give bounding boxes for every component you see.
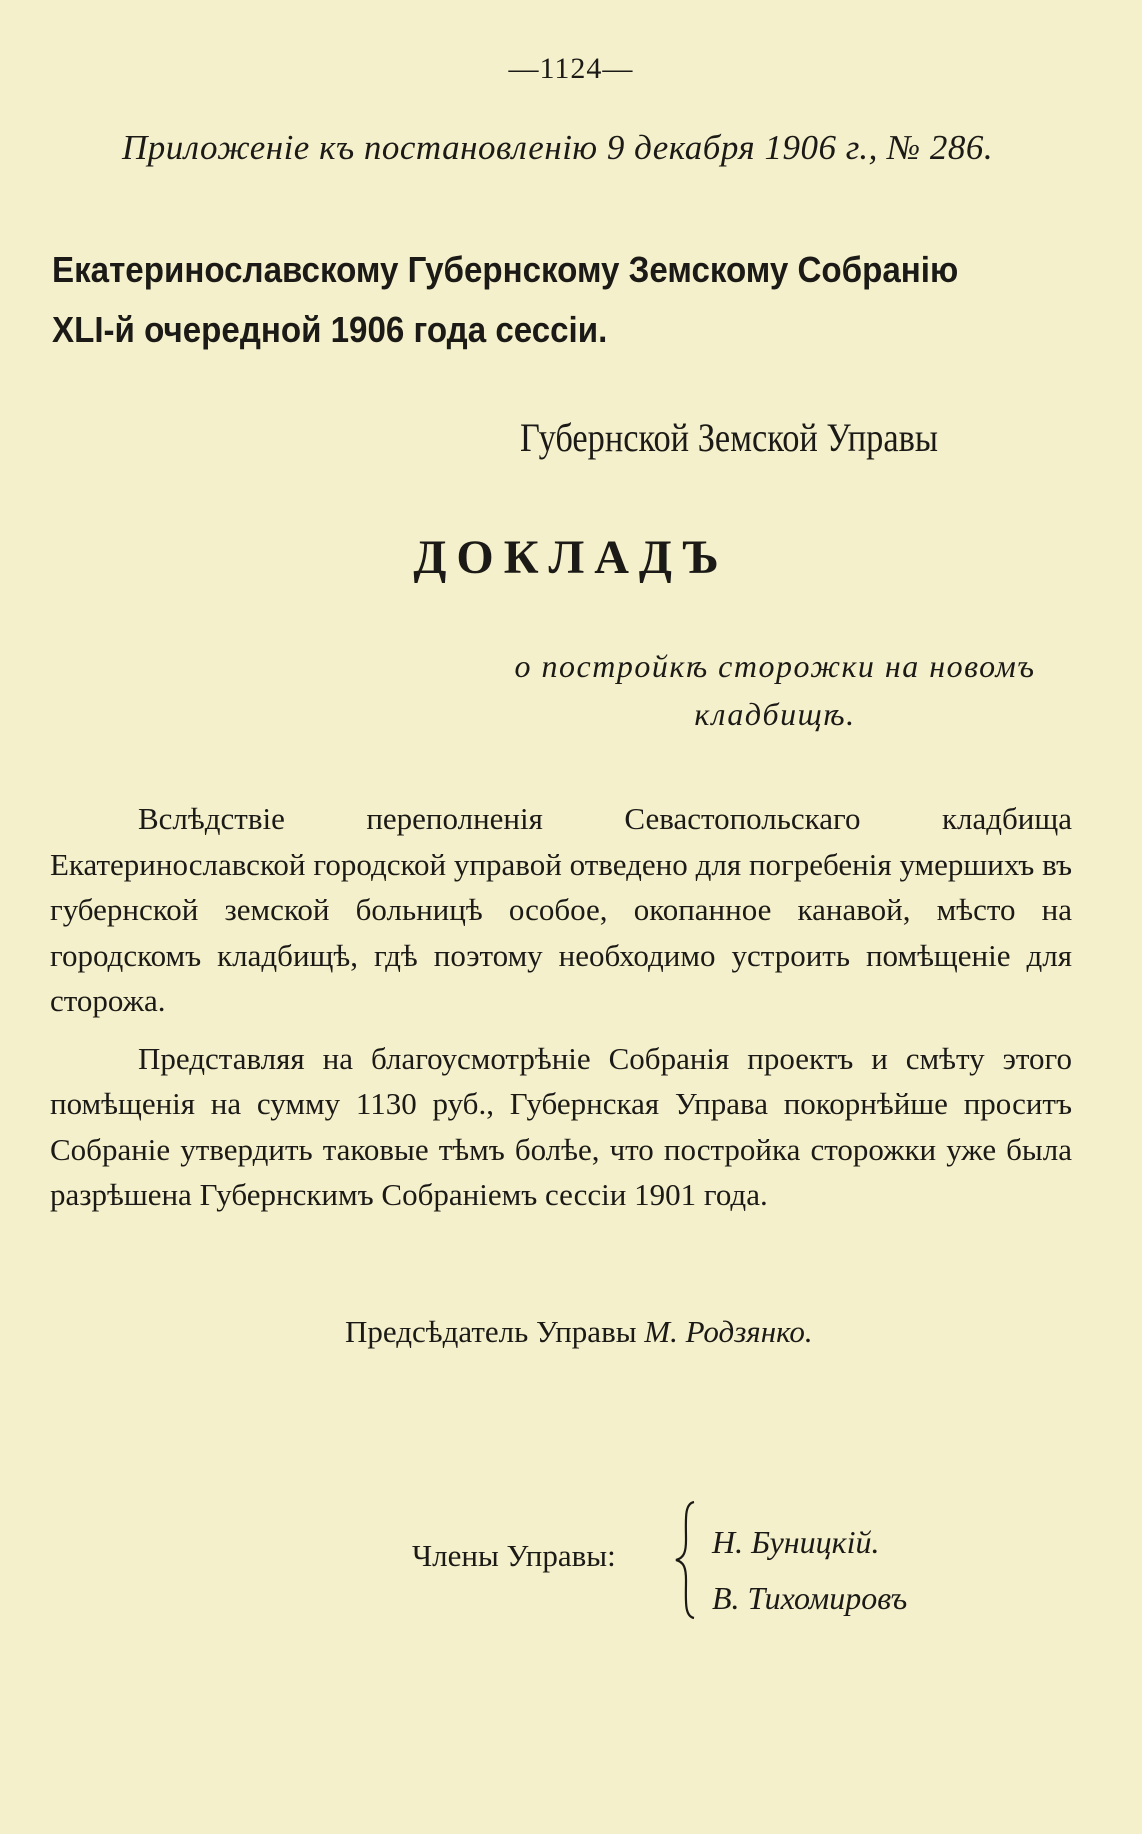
chairman-name: М. Родзянко. — [644, 1314, 813, 1349]
members-list — [712, 1514, 907, 1626]
brace-icon — [672, 1500, 702, 1620]
report-title: ДОКЛАДЪ — [413, 531, 729, 584]
member-name: Н. Буницкій. — [712, 1524, 880, 1560]
members-label: Члены Управы: — [412, 1538, 616, 1573]
report-subject — [470, 642, 1080, 738]
addressee-heading — [52, 240, 1018, 360]
chairman-title: Предсѣдатель Управы — [345, 1314, 637, 1349]
board-name: Губернской Земской Управы — [520, 415, 938, 460]
member-name: В. Тихомировъ — [712, 1580, 908, 1616]
appendix-line: Приложеніе къ постановленію 9 декабря 1906 г., № 286. — [122, 128, 994, 167]
subject-line-1: о постройкѣ сторожки на новомъ — [514, 648, 1036, 684]
addressee-line-1: Екатеринославскому Губернскому Земскому Собранію — [52, 249, 959, 290]
subject-line-2: кладбищѣ. — [694, 696, 856, 732]
chairman-signature — [345, 1314, 813, 1350]
paragraph-1: Вслѣдствіе переполненія Севастопольскаго кладбища Екатеринославской городской управой отведено для погребенія умершихъ въ губернской земской больницѣ особое, окопанное канавой, мѣсто на городскомъ кладбищѣ, гдѣ поэтому необходимо устроить помѣщеніе для сторожа. — [50, 801, 1072, 1018]
report-body — [50, 796, 1072, 1230]
paragraph-2: Представляя на благоусмотрѣніе Собранія проектъ и смѣту этого помѣщенія на сумму 1130 руб., Губернская Управа покорнѣйше проситъ Собраніе утвердить таковые тѣмъ болѣе, что постройка сторожки уже была разрѣшена Губернскимъ Собраніемъ сессіи 1901 года. — [50, 1040, 1072, 1212]
addressee-line-2: XLI-й очередной 1906 года сессіи. — [52, 309, 608, 350]
page-number: —1124— — [508, 52, 634, 85]
